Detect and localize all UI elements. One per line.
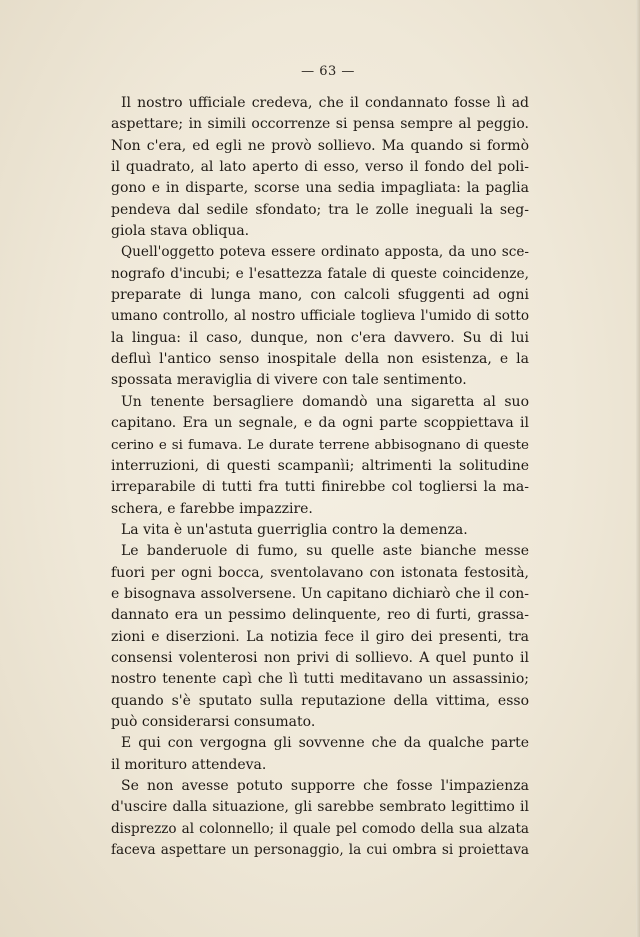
text-line: d'uscire dalla situazione, gli sarebbe sembrato legittimo il xyxy=(111,799,529,816)
text-line: giola stava obliqua. xyxy=(111,223,250,240)
text-line: consensi volenterosi non privi di sollievo. A quel punto il xyxy=(111,649,529,666)
text-line: il morituro attendeva. xyxy=(111,756,267,773)
text-line: aspettare; in simili occorrenze si pensa sempre al peggio. xyxy=(111,116,529,133)
text-line: irreparabile di tutti fra tutti finirebbe col togliersi la ma- xyxy=(111,479,529,496)
text-line: zioni e diserzioni. La notizia fece il giro dei presenti, tra xyxy=(111,628,529,645)
text-line: Le banderuole di fumo, su quelle aste bianche messe xyxy=(121,543,529,560)
text-line: disprezzo al colonnello; il quale pel comodo della sua alzata xyxy=(111,820,529,837)
text-line: umano controllo, al nostro ufficiale toglieva l'umido di sotto xyxy=(111,308,529,325)
text-line: gono e in disparte, scorse una sedia impagliata: la paglia xyxy=(111,180,529,197)
text-line: preparate di lunga mano, con calcoli sfuggenti ad ogni xyxy=(111,287,529,304)
text-line: Un tenente bersagliere domandò una sigaretta al suo xyxy=(121,393,529,410)
text-line: La vita è un'astuta guerriglia contro la demenza. xyxy=(121,521,468,538)
text-line: fuori per ogni bocca, sventolavano con istonata festosità, xyxy=(111,564,529,581)
text-line: quando s'è sputato sulla reputazione della vittima, esso xyxy=(111,692,529,709)
text-line: interruzioni, di questi scampanìi; altrimenti la solitudine xyxy=(111,457,529,474)
text-line: cerino e si fumava. Le durate terrene abbisognano di queste xyxy=(111,437,529,453)
text-line: Quell'oggetto poteva essere ordinato apposta, da uno sce- xyxy=(121,244,529,261)
page-edge xyxy=(636,0,640,937)
text-line: capitano. Era un segnale, e da ogni parte scoppiettava il xyxy=(111,415,529,432)
text-line: spossata meraviglia di vivere con tale sentimento. xyxy=(111,372,467,389)
text-line: Se non avesse potuto supporre che fosse l'impazienza xyxy=(121,778,529,794)
text-line: Non c'era, ed egli ne provò sollievo. Ma quando si formò xyxy=(111,137,529,154)
text-line: pendeva dal sedile sfondato; tra le zolle ineguali la seg- xyxy=(111,201,529,218)
text-line: nostro tenente capì che lì tutti meditavano un assassinio; xyxy=(111,671,529,688)
text-line: schera, e farebbe impazzire. xyxy=(111,500,313,517)
text-line: faceva aspettare un personaggio, la cui ombra si proiettava xyxy=(111,842,529,859)
text-line: E qui con vergogna gli sovvenne che da qualche parte xyxy=(121,735,529,752)
text-line: dannato era un pessimo delinquente, reo di furti, grassa- xyxy=(111,607,529,624)
text-line: e bisognava assolversene. Un capitano dichiarò che il con- xyxy=(111,585,529,602)
text-line: defluì l'antico senso inospitale della non esistenza, e la xyxy=(111,351,529,368)
text-line: Il nostro ufficiale credeva, che il condannato fosse lì ad xyxy=(121,95,529,111)
text-line: la lingua: il caso, dunque, non c'era davvero. Su di lui xyxy=(111,329,529,346)
body-text xyxy=(111,93,529,861)
text-line: il quadrato, al lato aperto di esso, verso il fondo del poli- xyxy=(111,159,529,176)
text-line: può considerarsi consumato. xyxy=(111,713,316,730)
page-number: — 63 — xyxy=(301,64,355,79)
text-line: nografo d'incubi; e l'esattezza fatale di queste coincidenze, xyxy=(111,265,529,282)
